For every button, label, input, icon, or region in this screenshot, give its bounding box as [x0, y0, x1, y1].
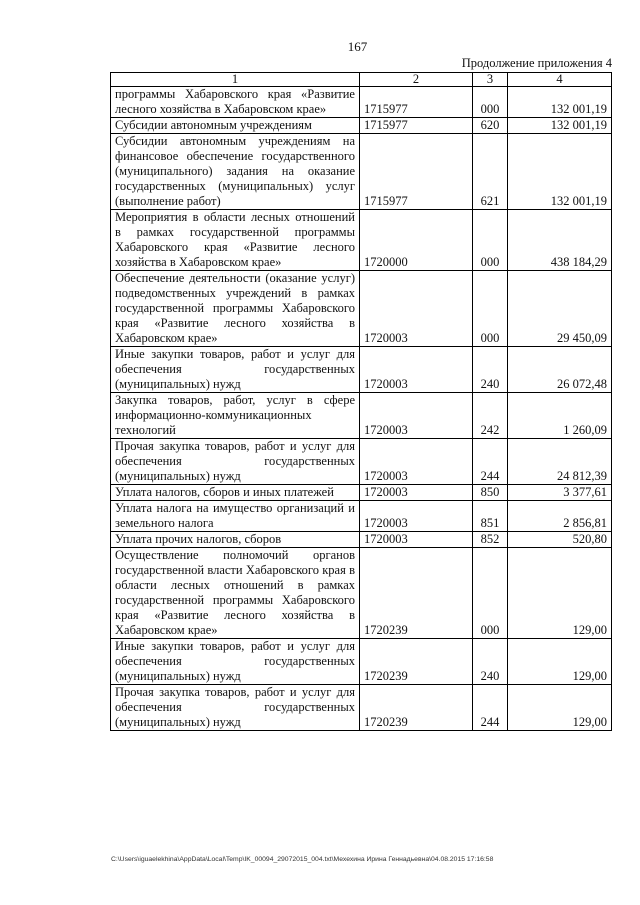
row-amount: 438 184,29 [508, 210, 612, 271]
row-description: Обеспечение деятельности (оказание услуг) подведомственных учреждений в рамках государственной программы Хабаровского края «Развитие лесного хозяйства в Хабаровском крае» [111, 271, 360, 347]
table-row [111, 118, 612, 134]
row-target-code: 1720000 [360, 210, 473, 271]
row-amount: 2 856,81 [508, 501, 612, 532]
row-description: Иные закупки товаров, работ и услуг для обеспечения государственных (муниципальных) нужд [111, 639, 360, 685]
row-description: Субсидии автономным учреждениям на финансовое обеспечение государственного (муниципального) задания на оказание государственных (муниципальных) услуг (выполнение работ) [111, 134, 360, 210]
table-row [111, 210, 612, 271]
row-expense-type: 240 [473, 639, 508, 685]
row-description: Субсидии автономным учреждениям [111, 118, 360, 134]
table-row [111, 639, 612, 685]
row-expense-type: 000 [473, 87, 508, 118]
row-target-code: 1720239 [360, 548, 473, 639]
row-amount: 3 377,61 [508, 485, 612, 501]
row-amount: 520,80 [508, 532, 612, 548]
header-col-1: 1 [111, 73, 360, 87]
table-row [111, 532, 612, 548]
table-row [111, 485, 612, 501]
row-target-code: 1720239 [360, 685, 473, 731]
row-description: Мероприятия в области лесных отношений в рамках государственной программы Хабаровского края «Развитие лесного хозяйства в Хабаровском крае» [111, 210, 360, 271]
row-target-code: 1715977 [360, 134, 473, 210]
row-target-code: 1715977 [360, 87, 473, 118]
row-amount: 132 001,19 [508, 87, 612, 118]
row-amount: 26 072,48 [508, 347, 612, 393]
table-row [111, 87, 612, 118]
row-target-code: 1720003 [360, 393, 473, 439]
header-col-2: 2 [360, 73, 473, 87]
row-amount: 132 001,19 [508, 134, 612, 210]
header-col-4: 4 [508, 73, 612, 87]
row-target-code: 1720239 [360, 639, 473, 685]
row-amount: 129,00 [508, 548, 612, 639]
row-description: Закупка товаров, работ, услуг в сфере информационно-коммуникационных технологий [111, 393, 360, 439]
table-row [111, 548, 612, 639]
row-expense-type: 240 [473, 347, 508, 393]
row-amount: 24 812,39 [508, 439, 612, 485]
row-amount: 129,00 [508, 639, 612, 685]
table-row [111, 393, 612, 439]
table-header-row [111, 73, 612, 87]
table-row [111, 685, 612, 731]
continuation-label: Продолжение приложения 4 [461, 56, 612, 70]
row-description: Иные закупки товаров, работ и услуг для обеспечения государственных (муниципальных) нужд [111, 347, 360, 393]
row-amount: 129,00 [508, 685, 612, 731]
row-description: Уплата налогов, сборов и иных платежей [111, 485, 360, 501]
table-row [111, 271, 612, 347]
row-description: Прочая закупка товаров, работ и услуг для обеспечения государственных (муниципальных) нужд [111, 685, 360, 731]
row-target-code: 1720003 [360, 501, 473, 532]
table-row [111, 134, 612, 210]
row-expense-type: 851 [473, 501, 508, 532]
row-expense-type: 620 [473, 118, 508, 134]
row-target-code: 1720003 [360, 271, 473, 347]
row-description: Уплата прочих налогов, сборов [111, 532, 360, 548]
row-description: Уплата налога на имущество организаций и земельного налога [111, 501, 360, 532]
budget-table [110, 72, 612, 731]
page-number: 167 [347, 39, 368, 54]
row-description: программы Хабаровского края «Развитие лесного хозяйства в Хабаровском крае» [111, 87, 360, 118]
row-expense-type: 852 [473, 532, 508, 548]
row-expense-type: 621 [473, 134, 508, 210]
row-expense-type: 244 [473, 685, 508, 731]
footer-file-path: C:\Users\iguaelekhina\AppData\Local\Temp\IK_00094_29072015_004.txt\Мехехина Ирина Геннадьевна\04.08.2015 17:16:58 [111, 856, 494, 863]
row-expense-type: 850 [473, 485, 508, 501]
row-expense-type: 000 [473, 210, 508, 271]
row-target-code: 1715977 [360, 118, 473, 134]
row-expense-type: 242 [473, 393, 508, 439]
header-col-3: 3 [473, 73, 508, 87]
row-expense-type: 244 [473, 439, 508, 485]
table-row [111, 439, 612, 485]
table-row [111, 347, 612, 393]
row-target-code: 1720003 [360, 532, 473, 548]
row-amount: 1 260,09 [508, 393, 612, 439]
row-target-code: 1720003 [360, 439, 473, 485]
row-description: Прочая закупка товаров, работ и услуг для обеспечения государственных (муниципальных) нужд [111, 439, 360, 485]
table-row [111, 501, 612, 532]
row-expense-type: 000 [473, 271, 508, 347]
row-expense-type: 000 [473, 548, 508, 639]
row-description: Осуществление полномочий органов государственной власти Хабаровского края в области лесных отношений в рамках государственной программы Хабаровского края «Развитие лесного хозяйства в Хабаровском крае» [111, 548, 360, 639]
row-target-code: 1720003 [360, 485, 473, 501]
row-amount: 29 450,09 [508, 271, 612, 347]
row-amount: 132 001,19 [508, 118, 612, 134]
row-target-code: 1720003 [360, 347, 473, 393]
